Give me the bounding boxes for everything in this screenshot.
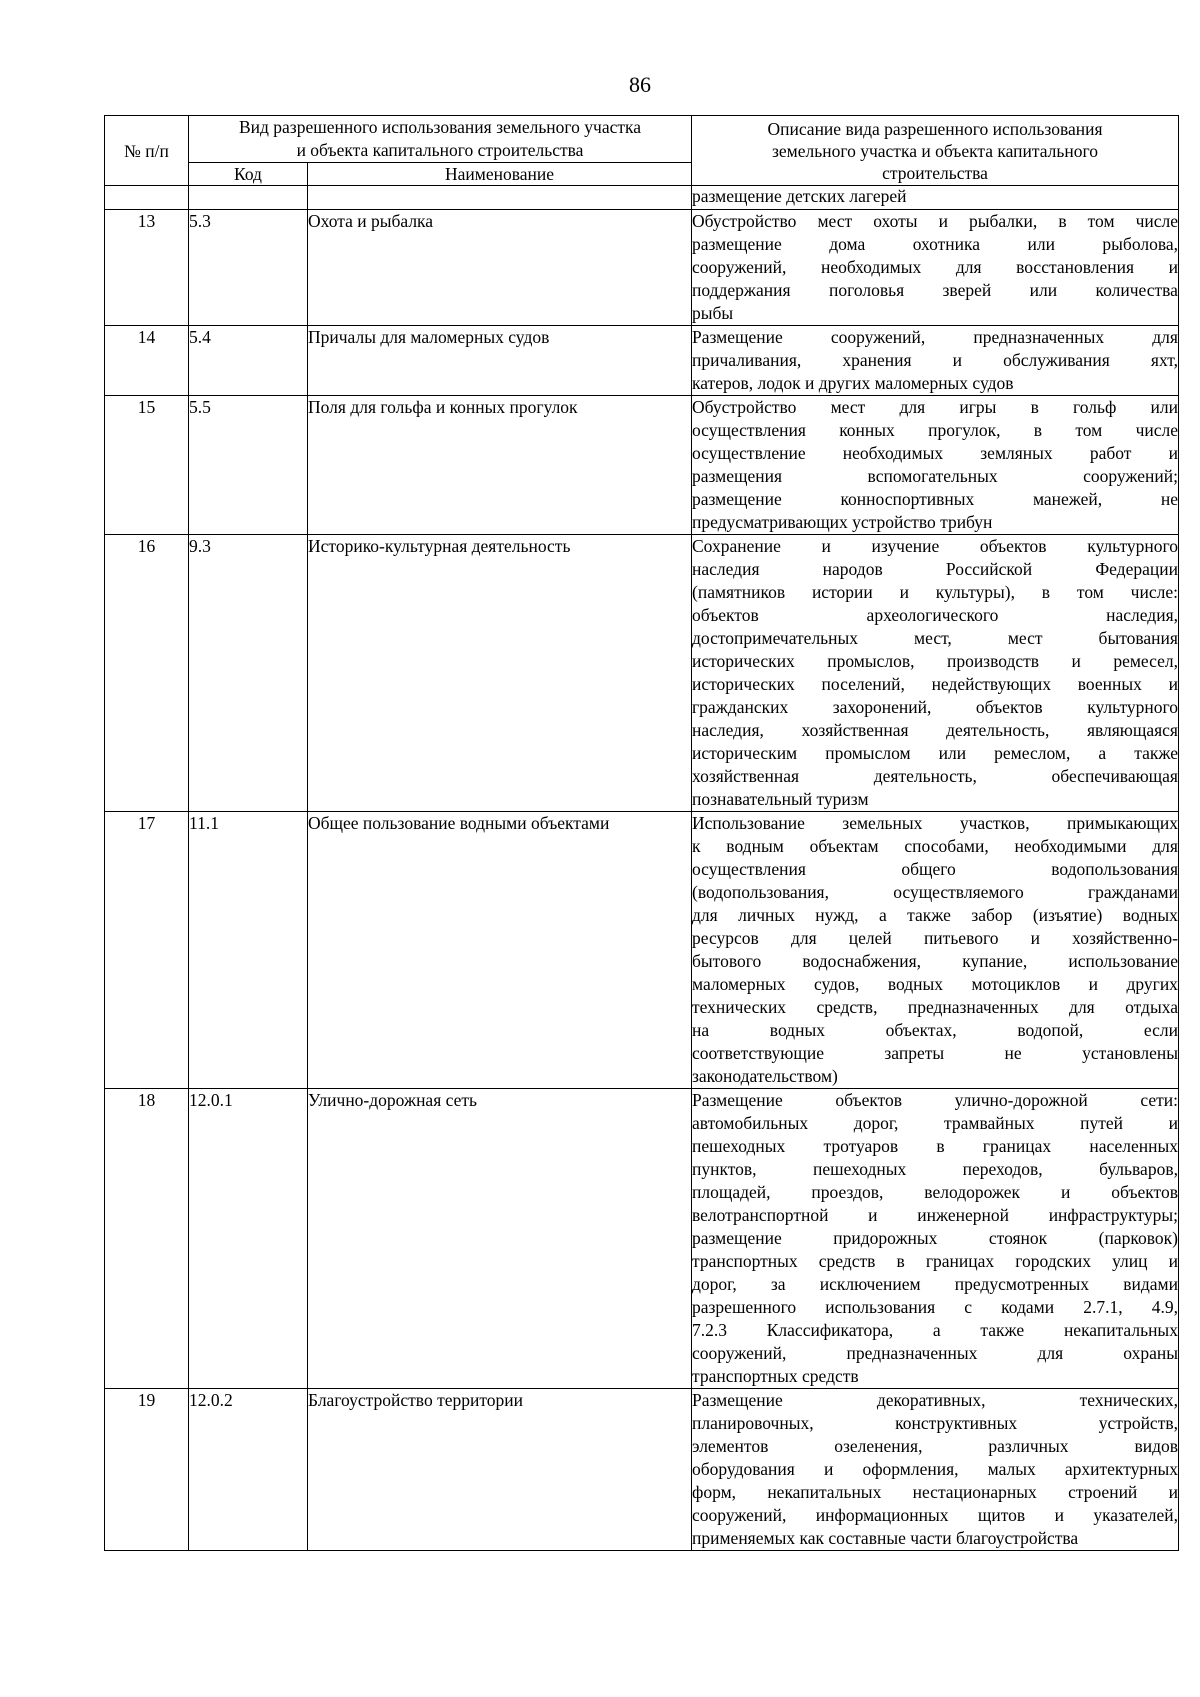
cell-code: 12.0.1 xyxy=(189,1089,308,1389)
description-line: исторических промыслов, производств и ремесел, xyxy=(692,651,1178,671)
description-line: Сохранение и изучение объектов культурного xyxy=(692,536,1178,556)
description-line: транспортных средств в границах городских улиц и xyxy=(692,1251,1178,1271)
cell-num: 13 xyxy=(105,210,189,326)
cell-name: Общее пользование водными объектами xyxy=(308,812,692,1089)
cell-num: 18 xyxy=(105,1089,189,1389)
description-line: хозяйственная деятельность, обеспечивающая xyxy=(692,766,1178,786)
description-line: велотранспортной и инженерной инфраструктуры; xyxy=(692,1205,1178,1225)
land-use-table xyxy=(104,115,1179,1551)
cell-code: 5.4 xyxy=(189,326,308,396)
cell-description xyxy=(692,535,1179,812)
description-line: 7.2.3 Классификатора, а также некапитальных xyxy=(692,1320,1178,1340)
description-line: исторических поселений, недействующих военных и xyxy=(692,674,1178,694)
table-row xyxy=(105,1089,1179,1389)
cell-name: Охота и рыбалка xyxy=(308,210,692,326)
description-line: Размещение сооружений, предназначенных для xyxy=(692,327,1178,347)
description-line: разрешенного использования с кодами 2.7.1, 4.9, xyxy=(692,1297,1178,1317)
description-line: историческим промыслом или ремеслом, а также xyxy=(692,743,1178,763)
cell-code: 12.0.2 xyxy=(189,1389,308,1551)
cell-name: Улично-дорожная сеть xyxy=(308,1089,692,1389)
description-line: на водных объектах, водопой, если xyxy=(692,1020,1178,1040)
cell-num: 14 xyxy=(105,326,189,396)
header-permitted-use xyxy=(189,116,692,163)
description-line: Обустройство мест охоты и рыбалки, в том числе xyxy=(692,211,1178,231)
header-description-line2: земельного участка и объекта капитального xyxy=(772,140,1098,161)
description-line: размещения вспомогательных сооружений; xyxy=(692,466,1178,486)
description-line: размещение придорожных стоянок (парковок) xyxy=(692,1228,1178,1248)
header-permitted-use-line1: Вид разрешенного использования земельного участка xyxy=(238,117,642,137)
cell-name xyxy=(308,186,692,210)
header-description xyxy=(692,116,1179,186)
table-row xyxy=(105,210,1179,326)
description-line: законодательством) xyxy=(692,1066,838,1086)
description-line: размещение дома охотника или рыболова, xyxy=(692,234,1178,254)
cell-name: Поля для гольфа и конных прогулок xyxy=(308,396,692,535)
cell-description xyxy=(692,1089,1179,1389)
description-line: рыбы xyxy=(692,303,734,323)
cell-num: 17 xyxy=(105,812,189,1089)
description-line: к водным объектам способами, необходимыми для xyxy=(692,836,1178,856)
description-line: элементов озеленения, различных видов xyxy=(692,1436,1178,1456)
description-line: транспортных средств xyxy=(692,1366,859,1386)
description-line: ресурсов для целей питьевого и хозяйственно- xyxy=(692,928,1178,948)
header-code: Код xyxy=(189,163,308,186)
page-number: 86 xyxy=(629,72,651,97)
description-line: наследия народов Российской Федерации xyxy=(692,559,1178,579)
header-num: № п/п xyxy=(105,116,189,186)
description-line: для личных нужд, а также забор (изъятие) водных xyxy=(692,905,1178,925)
description-line: технических средств, предназначенных для отдыха xyxy=(692,997,1178,1017)
description-line: площадей, проездов, велодорожек и объектов xyxy=(692,1182,1178,1202)
cell-description: размещение детских лагерей xyxy=(692,186,1179,210)
cell-description xyxy=(692,812,1179,1089)
description-line: пешеходных тротуаров в границах населенных xyxy=(692,1136,1178,1156)
description-line: познавательный туризм xyxy=(692,789,869,809)
description-line: (водопользования, осуществляемого гражданами xyxy=(692,882,1178,902)
description-line: достопримечательных мест, мест бытования xyxy=(692,628,1178,648)
cell-code: 5.5 xyxy=(189,396,308,535)
description-line: Обустройство мест для игры в гольф или xyxy=(692,397,1178,417)
cell-code xyxy=(189,186,308,210)
description-line: дорог, за исключением предусмотренных видами xyxy=(692,1274,1178,1294)
table-row xyxy=(105,1389,1179,1551)
header-permitted-use-line2: и объекта капитального строительства xyxy=(296,140,584,160)
table-row xyxy=(105,812,1179,1089)
description-line: автомобильных дорог, трамвайных путей и xyxy=(692,1113,1178,1133)
cell-name: Благоустройство территории xyxy=(308,1389,692,1551)
description-line: катеров, лодок и других маломерных судов xyxy=(692,373,1014,393)
cell-code: 11.1 xyxy=(189,812,308,1089)
description-line: причаливания, хранения и обслуживания яхт, xyxy=(692,350,1178,370)
description-line: сооружений, необходимых для восстановления и xyxy=(692,257,1178,277)
table-row-continuation xyxy=(105,186,1179,210)
description-line: предусматривающих устройство трибун xyxy=(692,512,993,532)
cell-num: 19 xyxy=(105,1389,189,1551)
description-line: применяемых как составные части благоустройства xyxy=(692,1528,1079,1548)
header-description-line3: строительства xyxy=(882,162,988,183)
cell-num: 16 xyxy=(105,535,189,812)
description-line: осуществления общего водопользования xyxy=(692,859,1178,879)
description-line: форм, некапитальных нестационарных строений и xyxy=(692,1482,1178,1502)
header-name: Наименование xyxy=(308,163,692,186)
table-row xyxy=(105,396,1179,535)
cell-description xyxy=(692,1389,1179,1551)
description-line: бытового водоснабжения, купание, использование xyxy=(692,951,1178,971)
description-line: размещение конноспортивных манежей, не xyxy=(692,489,1178,509)
description-line: Размещение декоративных, технических, xyxy=(692,1390,1178,1410)
description-line: сооружений, информационных щитов и указателей, xyxy=(692,1505,1178,1525)
cell-name: Причалы для маломерных судов xyxy=(308,326,692,396)
description-line: соответствующие запреты не установлены xyxy=(692,1043,1178,1063)
description-line: осуществление необходимых земляных работ и xyxy=(692,443,1178,463)
description-line: Использование земельных участков, примыкающих xyxy=(692,813,1178,833)
description-line: объектов археологического наследия, xyxy=(692,605,1178,625)
description-line: поддержания поголовья зверей или количества xyxy=(692,280,1178,300)
description-line: гражданских захоронений, объектов культурного xyxy=(692,697,1178,717)
description-line: осуществления конных прогулок, в том числе xyxy=(692,420,1178,440)
cell-num: 15 xyxy=(105,396,189,535)
cell-description xyxy=(692,396,1179,535)
description-line: планировочных, конструктивных устройств, xyxy=(692,1413,1178,1433)
cell-name: Историко-культурная деятельность xyxy=(308,535,692,812)
description-line: сооружений, предназначенных для охраны xyxy=(692,1343,1178,1363)
cell-code: 9.3 xyxy=(189,535,308,812)
cell-description xyxy=(692,210,1179,326)
description-line: пунктов, пешеходных переходов, бульваров, xyxy=(692,1159,1178,1179)
header-description-line1: Описание вида разрешенного использования xyxy=(767,118,1103,139)
cell-code: 5.3 xyxy=(189,210,308,326)
cell-num xyxy=(105,186,189,210)
table-row xyxy=(105,535,1179,812)
description-line: маломерных судов, водных мотоциклов и других xyxy=(692,974,1178,994)
table-row xyxy=(105,326,1179,396)
description-line: Размещение объектов улично-дорожной сети: xyxy=(692,1090,1178,1110)
description-line: (памятников истории и культуры), в том числе: xyxy=(692,582,1178,602)
description-line: наследия, хозяйственная деятельность, являющаяся xyxy=(692,720,1178,740)
description-line: оборудования и оформления, малых архитектурных xyxy=(692,1459,1178,1479)
cell-description xyxy=(692,326,1179,396)
